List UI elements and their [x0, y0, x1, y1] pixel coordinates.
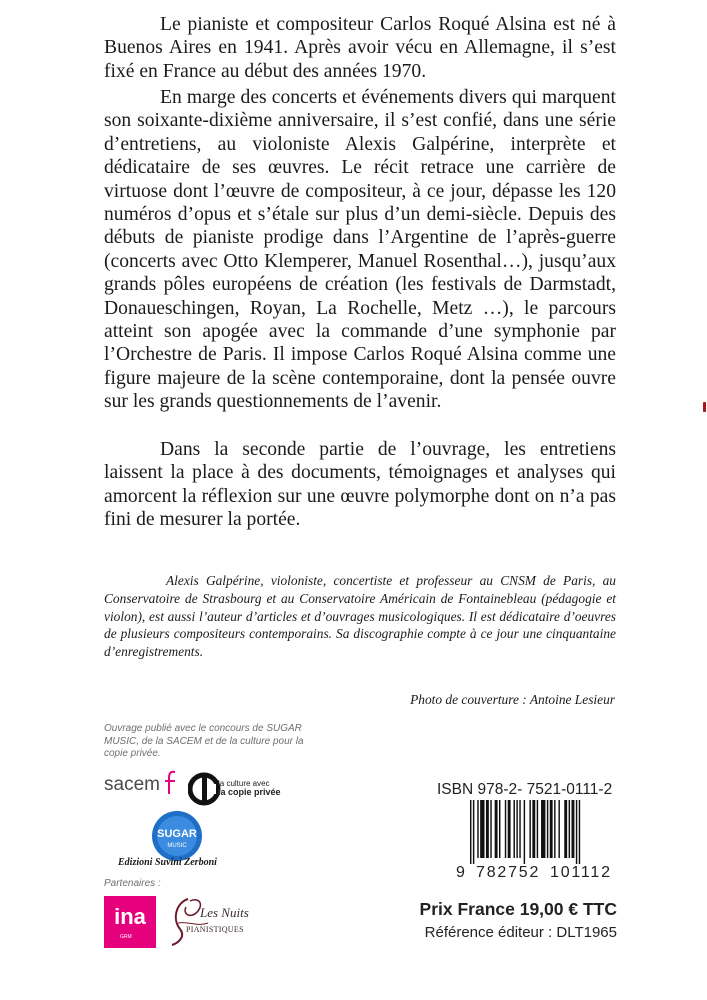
publisher-reference: Référence éditeur : DLT1965	[424, 924, 617, 941]
photo-credit: Photo de couverture : Antoine Lesieur	[410, 692, 615, 707]
barcode-digit-first: 9	[456, 864, 465, 881]
ina-logo-text: ina	[114, 904, 146, 929]
edge-mark	[703, 402, 706, 412]
nuits-pianistiques-logo-icon	[168, 893, 248, 949]
edizioni-logo-text: Edizioni Suvini Zerboni	[118, 857, 217, 868]
main-paragraph: En marge des concerts et événements divers qui marquent son soixante-dixième anniversaire, il s’est confié, dans une série d’entretiens, au violoniste Alexis Galpérine, interprète et dédicataire de ses œuvres. Le récit retrace une carrière de virtuose dont l’œuvre de compositeur, à ce jour, dépasse les 120 numéros d’opus et s’étale sur plus d’un demi-siècle. Depuis des débuts de pianiste prodige dans l’Argentine de l’après-guerre (concerts avec Otto Klemperer, Manuel Rosenthal…), jusqu’aux grands pôles européens de création (les festivals de Darmstadt, Donaueschingen, Royan, La Rochelle, Metz …), le parcours atteint son apogée avec la commande d’une symphonie par l’Orchestre de Paris. Il impose Carlos Roqué Alsina comme une figure majeure de la scène contemporaine, dont la pensée ouvre sur les grands questionnements de l’avenir.	[104, 87, 616, 413]
sacem-logo-text: sacem	[104, 774, 160, 795]
author-bio: Alexis Galpérine, violoniste, concertiste et professeur au CNSM de Paris, au Conservatoire de Strasbourg et au Conservatoire Américain de Fontainebleau (pédagogie et violon), est aussi l’auteur d’articles et d’ouvrages musicologiques. Il est dédicataire d’oeuvres de plusieurs compositeurs contemporains. Sa discographie compte à ce jour une cinquantaine d’enregistrements.	[104, 573, 616, 660]
ina-logo-sub: GRM	[120, 934, 132, 940]
ina-grm-logo	[104, 896, 156, 948]
copie-line-1: la culture avec	[218, 779, 270, 788]
barcode-digits-right: 101112	[550, 864, 612, 881]
publication-note: Ouvrage publié avec le concours de SUGAR MUSIC, de la SACEM et de la culture pour la copie privée.	[104, 723, 304, 760]
sacem-logo	[104, 774, 160, 796]
sugar-logo-bottom: MUSIC	[167, 843, 187, 849]
barcode-digits-left: 782752	[476, 864, 541, 881]
closing-paragraph: Dans la seconde partie de l’ouvrage, les entretiens laissent la place à des documents, témoignages et analyses qui amorcent la réflexion sur une œuvre polymorphe dont on n’a pas fini de mesurer la portée.	[104, 439, 616, 531]
copie-line-2: la copie privée	[218, 787, 281, 797]
sugar-logo-top: SUGAR	[157, 828, 197, 840]
copie-privee-logo-text	[218, 779, 281, 797]
sacem-f-icon	[164, 770, 178, 796]
partners-label: Partenaires :	[104, 878, 161, 889]
intro-paragraph: Le pianiste et compositeur Carlos Roqué Alsina est né à Buenos Aires en 1941. Après avoir vécu en Allemagne, il s’est fixé en France au début des années 1970.	[104, 14, 616, 82]
nuits-logo-line-2: PIANISTIQUES	[186, 925, 244, 934]
sugar-music-logo	[151, 810, 203, 862]
barcode	[470, 800, 620, 864]
isbn: ISBN 978-2- 7521-0111-2	[437, 781, 613, 798]
price: Prix France 19,00 € TTC	[419, 899, 617, 919]
nuits-logo-line-1: Les Nuits	[200, 905, 249, 920]
